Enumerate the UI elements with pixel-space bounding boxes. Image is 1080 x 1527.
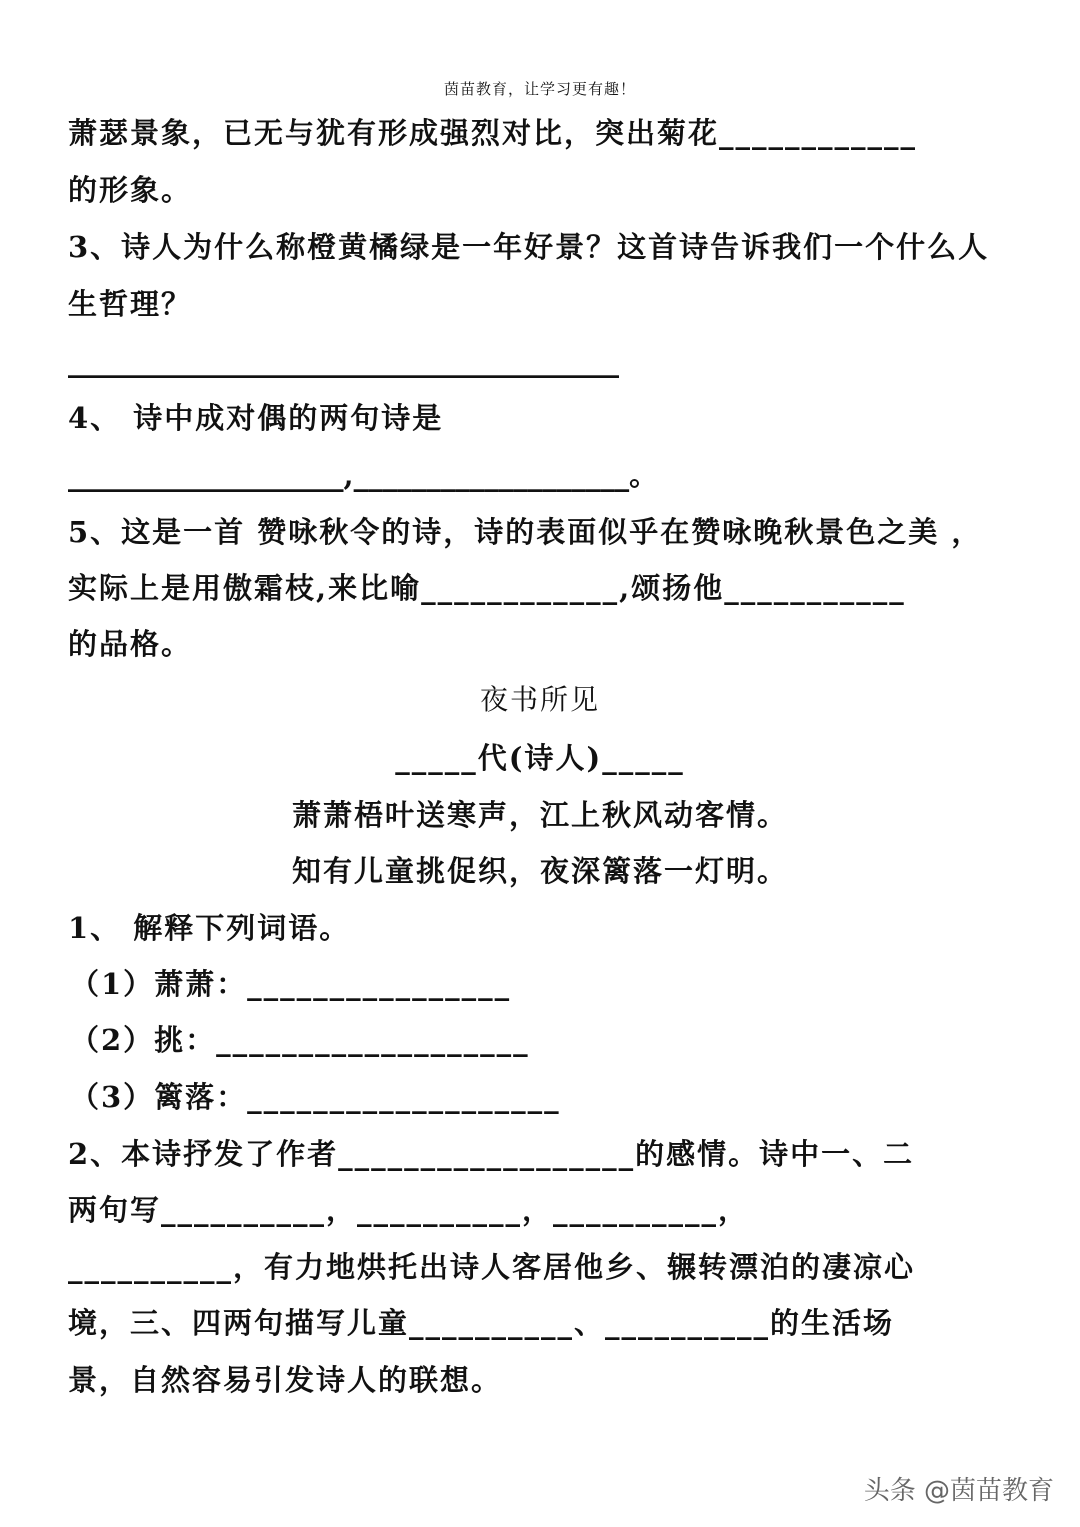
text-line-continuation: 萧瑟景象，已无与犹有形成强烈对比，突出菊花____________ — [68, 116, 918, 150]
question-4-answer-blank: ___________________,___________________。 — [68, 458, 659, 492]
poem-title: 夜书所见 — [479, 683, 600, 716]
question-5-line-2: 实际上是用傲霜枝,来比喻____________,颂扬他___________ — [68, 571, 906, 605]
question-3-answer-blank: ______________________________________ — [68, 344, 619, 378]
question-1-title: 1、 解释下列词语。 — [68, 911, 351, 945]
question-1-item-2: （2）挑：___________________ — [70, 1023, 530, 1057]
question-5-line-3: 的品格。 — [68, 627, 193, 661]
question-3-line-1: 3、诗人为什么称橙黄橘绿是一年好景？这首诗告诉我们一个什么人 — [68, 230, 990, 264]
question-2-line-2: 两句写__________，__________，__________， — [68, 1193, 750, 1227]
question-1-item-1: （1）萧萧：________________ — [70, 967, 512, 1001]
question-2-line-1: 2、本诗抒发了作者__________________的感情。诗中一、二 — [68, 1137, 915, 1171]
text-line-continuation-end: 的形象。 — [68, 173, 193, 207]
watermark: 头条 @茵苗教育 — [863, 1476, 1054, 1506]
question-5-line-1: 5、这是一首 赞咏秋令的诗，诗的表面似乎在赞咏晚秋景色之美 ， — [68, 515, 983, 549]
question-2-line-5: 景，自然容易引发诗人的联想。 — [68, 1363, 503, 1397]
question-4-line-1: 4、 诗中成对偶的两句诗是 — [68, 401, 444, 435]
question-3-line-2: 生哲理？ — [68, 287, 193, 321]
question-1-item-3: （3）篱落：___________________ — [70, 1080, 561, 1114]
question-2-line-3: __________，有力地烘托出诗人客居他乡、辗转漂泊的凄凉心 — [68, 1250, 916, 1284]
poem-verse-2: 知有儿童挑促织，夜深篱落一灯明。 — [291, 854, 788, 888]
question-2-line-4: 境，三、四两句描写儿童__________、__________的生活场 — [68, 1306, 895, 1340]
page-header: 茵苗教育，让学习更有趣！ — [443, 80, 636, 98]
poem-verse-1: 萧萧梧叶送寒声，江上秋风动客情。 — [291, 798, 788, 832]
poem-author-line: _____代(诗人)_____ — [395, 741, 685, 775]
